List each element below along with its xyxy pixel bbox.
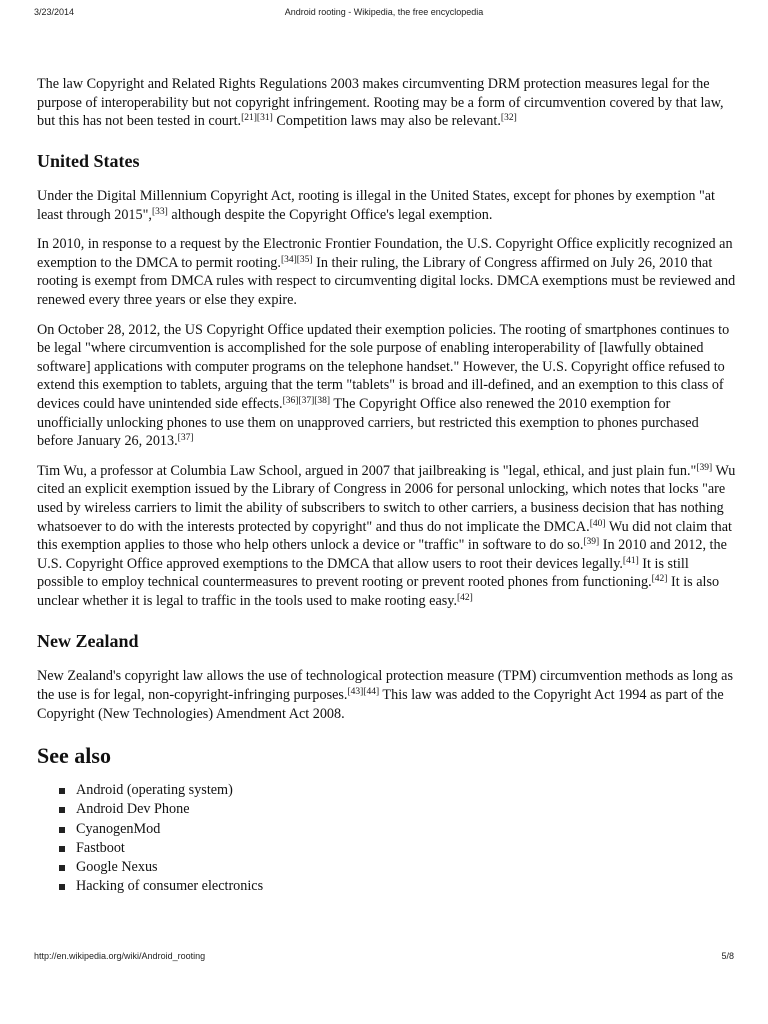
- article-body: [37, 150, 737, 896]
- section-heading-see-also: See also: [37, 743, 111, 769]
- see-also-item[interactable]: [59, 858, 737, 877]
- paragraph-text: New Zealand's copyright law allows the use of technological protection measure (TPM) circumvention methods as long as the use is for legal, non-copyright-infringing purposes.: [37, 668, 733, 704]
- citation-link[interactable]: [21][31]: [241, 113, 273, 124]
- intro-paragraph: [37, 75, 737, 131]
- citation-link[interactable]: [42]: [651, 574, 668, 585]
- citation-link[interactable]: [39]: [583, 537, 600, 548]
- see-also-link[interactable]: Android Dev Phone: [76, 801, 190, 818]
- paragraph-text: On October 28, 2012, the US Copyright Office updated their exemption policies. The rooting of smartphones continues to be legal "where circumvention is accomplished for the sole purpose of enabling interoperability of [lawfully obtained software] applications with computer programs on the telephone handset." However, the U.S. Copyright office refused to extend this exemption to tablets, arguing that the term "tablets" is broad and ill-defined, and an exemption to this class of devices could have unintended side effects.: [37, 321, 730, 412]
- section-heading-new-zealand: New Zealand: [37, 631, 139, 652]
- citation-link[interactable]: [42]: [457, 592, 473, 603]
- citation-link[interactable]: [43][44]: [347, 687, 380, 698]
- paragraph: [37, 667, 737, 723]
- paragraph: [37, 321, 737, 451]
- see-also-item[interactable]: [59, 800, 737, 819]
- citation-link[interactable]: [34][35]: [280, 254, 313, 265]
- citation-link[interactable]: [39]: [696, 462, 713, 473]
- see-also-item[interactable]: [59, 877, 737, 896]
- paragraph-text: In 2010 and 2012, the U.S. Copyright Office approved exemptions to the DMCA that allow users to root their devices legally.: [37, 537, 727, 572]
- intro-text: The law Copyright and Related Rights Regulations 2003 makes circumventing DRM protection measures legal for the purpose of interoperability but not copyright infringement. Rooting may be a form of circumvention covered by that law, but this has not been tested in court.: [37, 76, 724, 130]
- square-bullet-icon: [59, 827, 65, 833]
- paragraph-text: The Copyright Office also renewed the 2010 exemption for unofficially unlocking phones to use them on unapproved carriers, but restricted this exemption to phones purchased before January 26, 2013.: [37, 395, 699, 450]
- paragraph-text: It is also unclear whether it is legal to traffic in the tools used to make rooting easy.: [37, 574, 720, 609]
- paragraph-text: Wu cited an explicit exemption issued by the Library of Congress in 2006 for personal unlocking, which notes that locks "are used by wireless carriers to limit the ability of subscribers to switch to other carriers, a business decision that has nothing whatsoever to do with the interests protected by copyright" and thus do not implicate the DMCA.: [37, 462, 736, 535]
- print-date: 3/23/2014: [34, 7, 75, 17]
- square-bullet-icon: [59, 807, 65, 813]
- see-also-link[interactable]: Hacking of consumer electronics: [76, 878, 264, 895]
- citation-link[interactable]: [32]: [500, 113, 517, 124]
- paragraph-text: In their ruling, the Library of Congress affirmed on July 26, 2010 that rooting is exempt from DMCA rules with respect to circumventing digital locks. DMCA exemptions must be reviewed and renewed every three years or else they expire.: [37, 254, 736, 308]
- paragraph-text: This law was added to the Copyright Act 1994 as part of the Copyright (New Technologies) Amendment Act 2008.: [37, 687, 724, 722]
- citation-link[interactable]: [41]: [622, 555, 639, 566]
- see-also-link[interactable]: Google Nexus: [76, 859, 158, 876]
- square-bullet-icon: [59, 865, 65, 871]
- print-page-number: 5/8: [721, 951, 734, 961]
- see-also-link[interactable]: Fastboot: [76, 839, 125, 856]
- section-heading-united-states: United States: [37, 151, 140, 171]
- square-bullet-icon: [59, 846, 65, 852]
- print-footer: [34, 951, 734, 965]
- citation-link[interactable]: [36][37][38]: [282, 395, 331, 406]
- square-bullet-icon: [59, 884, 65, 890]
- paragraph-text: Tim Wu, a professor at Columbia Law School, argued in 2007 that jailbreaking is "legal, ethical, and just plain fun.": [37, 462, 697, 479]
- paragraph: [37, 462, 737, 611]
- print-page-title: Android rooting - Wikipedia, the free encyclopedia: [284, 7, 484, 17]
- citation-link[interactable]: [33]: [151, 206, 168, 217]
- print-url: http://en.wikipedia.org/wiki/Android_rooting: [34, 951, 206, 961]
- see-also-list: [37, 781, 737, 896]
- paragraph-text: In 2010, in response to a request by the Electronic Frontier Foundation, the U.S. Copyright Office explicitly recognized an exemption to the DMCA to permit rooting.: [37, 236, 733, 271]
- paragraph-text: although despite the Copyright Office's legal exemption.: [167, 206, 493, 223]
- paragraph: [37, 235, 737, 309]
- paragraph-text: Under the Digital Millennium Copyright Act, rooting is illegal in the United States, except for phones by exemption "at least through 2015",: [37, 188, 715, 223]
- paragraph: [37, 187, 737, 224]
- see-also-item[interactable]: [59, 839, 737, 858]
- citation-link[interactable]: [40]: [589, 518, 606, 529]
- intro-text: Competition laws may also be relevant.: [272, 113, 501, 130]
- citation-link[interactable]: [37]: [177, 433, 194, 444]
- print-header: [34, 7, 734, 21]
- see-also-item[interactable]: [59, 820, 737, 839]
- square-bullet-icon: [59, 788, 65, 794]
- paragraph-text: It is still possible to employ technical countermeasures to prevent rooting or prevent rooted phones from functioning.: [37, 555, 689, 591]
- see-also-link[interactable]: CyanogenMod: [76, 820, 161, 837]
- see-also-link[interactable]: Android (operating system): [76, 782, 233, 799]
- see-also-item[interactable]: [59, 781, 737, 800]
- paragraph-text: Wu did not claim that this exemption applies to those who help others unlock a device or "traffic" in software to do so.: [37, 518, 732, 554]
